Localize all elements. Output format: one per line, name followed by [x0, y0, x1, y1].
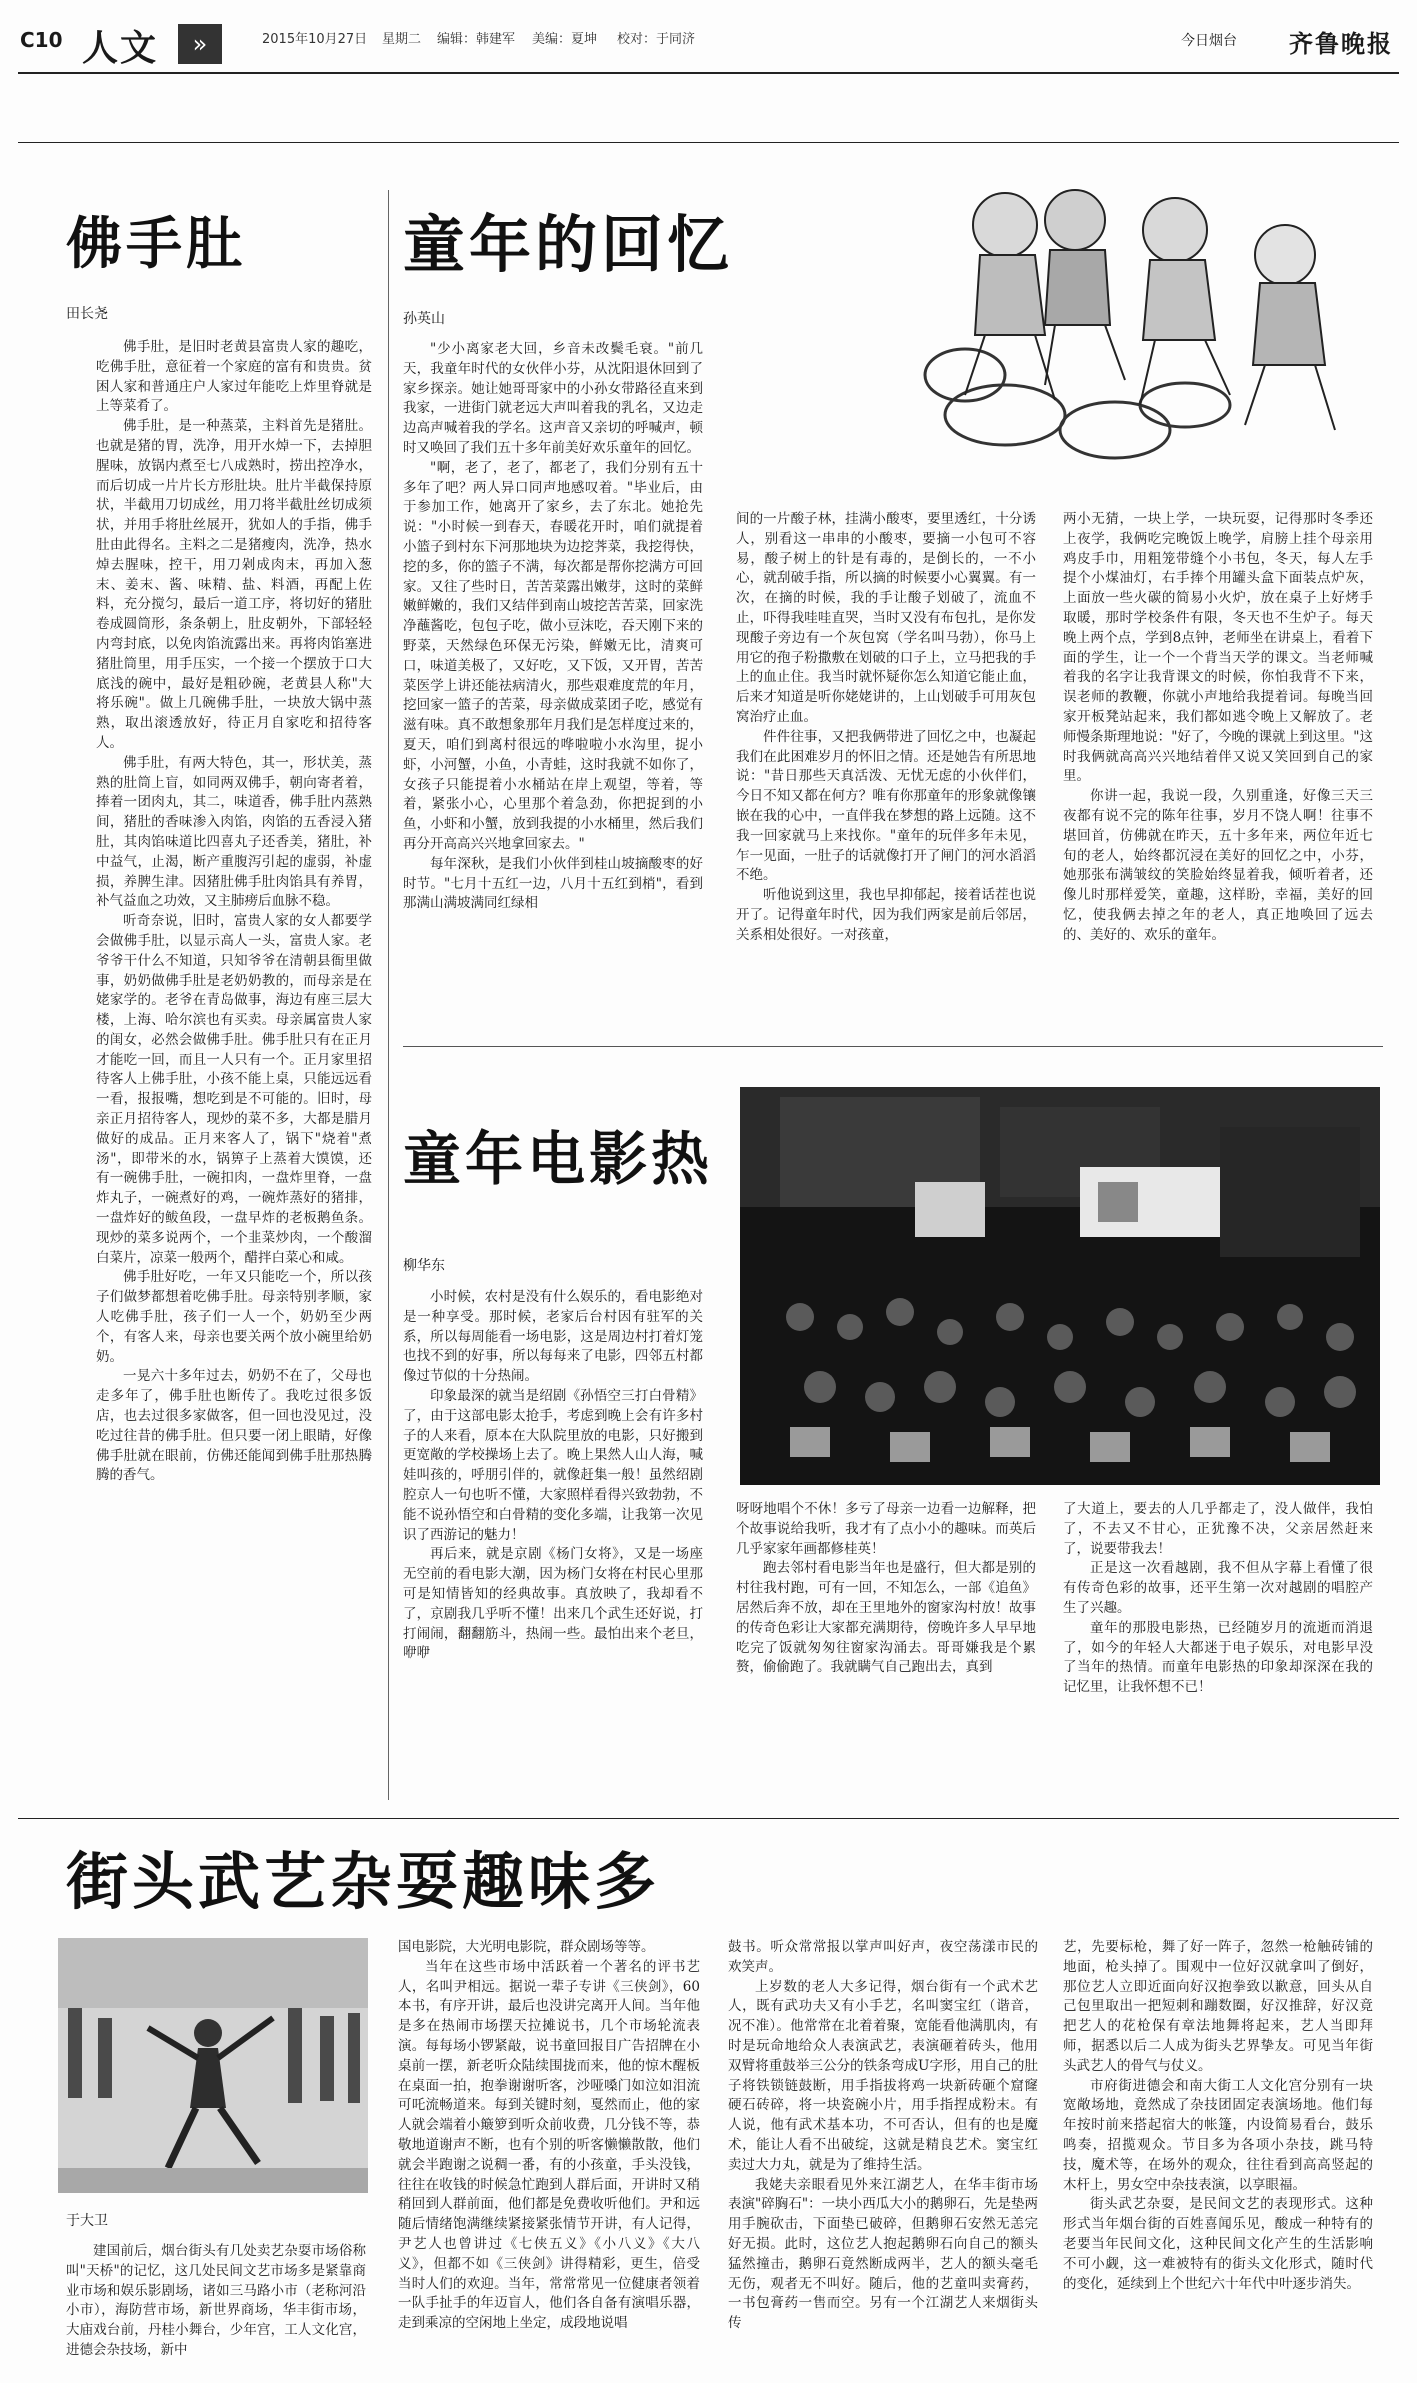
paragraph: 我姥夫亲眼看见外来江湖艺人，在华丰街市场表演"碎胸石"：一块小西瓜大小的鹅卵石，先是垫两用手腕砍击，下面垫已破碎，但鹅卵石安然无恙完好无损。此时，这位艺人抱起鹅卵石向自己的额头猛然撞击，鹅卵石竟然断成两半，艺人的额头毫毛无伤，观者无不叫好。随后，他的艺童叫卖膏药，一书包膏药一售而空。另有一个江湖艺人来烟街头传	[728, 2176, 1038, 2332]
paragraph: 小时候，农村是没有什么娱乐的，看电影绝对是一种享受。那时候，老家后台村因有驻军的关系，所以每周能看一场电影，这是周边村打着灯笼也找不到的好事，所以每每来了电影，四邻五村都像过节似的十分热闹。	[403, 1289, 703, 1385]
paragraph: 正是这一次看越剧，我不但从字幕上看懂了很有传奇色彩的故事，还平生第一次对越剧的唱腔产生了兴趣。	[1063, 1560, 1373, 1616]
author-dianying: 柳华东	[403, 1258, 445, 1274]
paragraph: 艺，先要标枪，舞了好一阵子，忽然一枪触砖铺的地面，枪头掉了。围观中一位好汉就拿叫了倒好，那位艺人立即近面向好汉抱拳致以歉意，回头从自己包里取出一把短刺和蹦数圈，好汉推辞，好汉竟把艺人的花枪保有章法地舞将起来，艺人当即拜师，据悉以后二人成为街头艺界挚友。可见当年街头武艺人的骨气与仗义。	[1063, 1939, 1373, 2074]
paragraph: 市府街进德会和南大街工人文化宫分别有一块宽敞场地，竟然成了杂技团固定表演场地。他们每年按时前来搭起宿大的帐篷，内设简易看台，鼓乐鸣奏，招揽观众。节目多为各项小杂技，跳马特技，魔术等，在场外的观众，往往看到高高竖起的木杆上，男女空中杂技表演，以享眼福。	[1063, 2077, 1373, 2193]
huiyi-column-2	[736, 510, 1036, 1030]
issue-date: 2015年10月27日	[262, 32, 368, 47]
masthead-rule	[18, 72, 1399, 74]
editor-credit: 编辑：韩建军	[437, 32, 516, 47]
article-title-dianying: 童年电影热	[403, 1125, 714, 1193]
top-rule	[18, 142, 1399, 143]
paragraph: 听他说到这里，我也早抑郁起，接着话茬也说开了。记得童年时代，因为我们两家是前后邻居，关系相处很好。一对孩童，	[736, 887, 1036, 943]
section-title: 人文	[82, 28, 159, 69]
paragraph: 佛手肚，是旧时老黄县富贵人家的趣吃，吃佛手肚，意征着一个家庭的富有和贵贵。贫困人家和普通庄户人家过年能吃上炸里脊就是上等菜肴了。	[96, 339, 372, 415]
article-title-huiyi: 童年的回忆	[403, 208, 734, 281]
paragraph: 鼓书。听众常常报以掌声叫好声，夜空荡漾市民的欢笑声。	[728, 1939, 1038, 1975]
article-title-foshoudu: 佛手肚	[66, 212, 246, 277]
newspaper-brand: 齐鲁晚报	[1289, 29, 1393, 58]
weekday: 星期二	[382, 32, 422, 47]
section-arrow-icon: »	[178, 24, 222, 64]
column-divider	[388, 190, 389, 1800]
huiyi-column-3	[1063, 510, 1373, 1030]
dianying-column-2	[736, 1500, 1036, 1835]
paragraph: 建国前后，烟台街头有几处卖艺杂耍市场俗称叫"天桥"的记忆，这几处民间文艺市场多是紧靠商业市场和娱乐影剧场，诸如三马路小市（老称河沿小市），海防营市场，新世界商场，华丰街市场，大庙戏台前，丹桂小舞台，少年宫，工人文化宫，进德会杂技场，新中	[66, 2243, 366, 2358]
paragraph: 间的一片酸子林，挂满小酸枣，要里透红，十分诱人，别看这一串串的小酸枣，要摘一小包可不容易，酸子树上的针是有毒的，是倒长的，一不小心，就刮破手指，所以摘的时候要小心翼翼。有一次，在摘的时候，我的手让酸子划破了，流血不止，吓得我哇哇直哭，当时又没有布包扎，是你发现酸子旁边有一个灰包窝（学名叫马勃），你马上用它的孢子粉撒敷在划破的口子上，立马把我的手上的血止住。我当时就怀疑你怎么知道它能止血，后来才知道是听你姥姥讲的，上山划破手可用灰包窝治疗止血。	[736, 511, 1036, 725]
sub-brand: 今日烟台	[1181, 33, 1237, 49]
paragraph: 听奇奈说，旧时，富贵人家的女人都要学会做佛手肚，以显示高人一头，富贵人家。老爷爷干什么不知道，只知爷爷在清朝县衙里做事，奶奶做佛手肚是老奶奶教的，而母亲是在姥家学的。老爷在青岛做事，海边有座三层大楼，上海、哈尔滨也有买卖。母亲属富贵人家的闺女，必然会做佛手肚。佛手肚只有在正月才能吃一回，而且一人只有一个。正月家里招待客人上佛手肚，小孩不能上桌，只能远远看一看，报报嘴，想吃到是不可能的。旧时，母亲正月招待客人，现炒的菜不多，大都是腊月做好的成品。正月来客人了，锅下"烧着"煮汤"，即带米的水，锅箅子上蒸着大馍馍，还有一碗佛手肚，一碗扣肉，一盘炸里脊，一盘炸丸子，一碗煮好的鸡，一碗炸蒸好的猪排，一盘炸好的鲅鱼段，一盘早炸的老板鹅鱼条。现炒的菜多说两个，一个韭菜炒肉，一个酸溜白菜片，凉菜一般两个，醋拌白菜心和咸。	[96, 913, 372, 1266]
paragraph: 两小无猜，一块上学，一块玩耍，记得那时冬季还上夜学，我俩吃完晚饭上晚学，肩膀上挂个母亲用鸡皮手巾，用粗笼带缝个小书包，冬天，每人左手提个小煤油灯，右手捧个用罐头盒下面装点炉灰，上面放一些火碳的简易小火炉，放在桌子上好烤手取暖，那时学校条件有限，冬天也不生炉子。每天晚上两个点，学到8点钟，老师坐在讲桌上，看着下面的学生，让一个一个背当天学的课文。当老师喊着我的名字让我背课文的时候，你怕我背不下来，误老师的教鞭，你就小声地给我提着词。每晚当回家开板凳站起来，我们都如逃令晚上又解放了。老师慢条斯理地说："好了，今晚的课就上到这里。"这时我俩就高高兴兴地结着伴又说又笑回到自己的家里。	[1063, 511, 1373, 785]
paragraph: 上岁数的老人大多记得，烟台街有一个武术艺人，既有武功夫又有小手艺，名叫窦宝红（谐音，况不准）。他常常在北着着聚，宽能看他满肌肉，有时是玩命地给众人表演武艺，表演砸着砖头，他用双臂将重鼓举三公分的铁条弯成U字形，用自己的肚子将铁锁链鼓断，用手指拔将鸡一块新砖砸个窟窿硬石砖碎，将一块瓷碗小片，用手指捏成粉末。有人说，他有武术基本功，不可否认，但有的也是魔术，能让人看不出破绽，这就是精良艺术。窦宝红卖过大力丸，就是为了维持生活。	[728, 1978, 1038, 2173]
dianying-column-1	[403, 1288, 703, 1838]
author-huiyi: 孙英山	[403, 311, 445, 327]
wuyi-column-4	[1063, 1938, 1373, 2372]
section-divider	[403, 1046, 1383, 1047]
wuyi-column-3	[728, 1938, 1038, 2372]
paragraph: 一晃六十多年过去，奶奶不在了，父母也走多年了，佛手肚也断传了。我吃过很多饭店，也去过很多家做客，但一回也没见过，没吃过往昔的佛手肚。但只要一闭上眼睛，好像佛手肚就在眼前，仿佛还能闻到佛手肚那热腾腾的香气。	[96, 1368, 372, 1484]
article-title-wuyi: 街头武艺杂耍趣味多	[66, 1845, 661, 1918]
paragraph: 街头武艺杂耍，是民间文艺的表现形式。这种形式当年烟台街的百姓喜闻乐见，酸成一种特有的老要当年民间文化，这种民间文化产生的生活影响不可小觑，这一难被特有的街头文化形式，随时代的变化，延续到上个世纪六十年代中叶逐步消失。	[1063, 2196, 1373, 2292]
designer-credit: 美编：夏坤	[532, 32, 598, 47]
paragraph: 佛手肚，有两大特色，其一，形状美，蒸熟的肚筒上盲，如同两双佛手，朝向寄者着，捧着一团肉丸，其二，味道香，佛手肚内蒸熟间，猪肚的香味渗入肉馅，肉馅的五香浸入猪肚，其肉馅味道比四喜丸子还香美，猪肚，补中益气，止渴，断产重腹泻引起的虚弱，补虚损，养脾生津。因猪肚佛手肚肉馅具有养胃，补气益血之功效，又主肺痨后血脉不稳。	[96, 754, 372, 910]
children-playing-illustration	[885, 175, 1385, 465]
page-number: C10	[20, 28, 63, 52]
wuyi-column-2	[398, 1938, 700, 2372]
paragraph: 国电影院，大光明电影院，群众剧场等等。	[398, 1939, 655, 1955]
bottom-section-rule	[18, 1818, 1399, 1819]
author-foshoudu: 田长尧	[66, 306, 108, 322]
outdoor-cinema-photo	[740, 1087, 1380, 1485]
paragraph: 了大道上，要去的人几乎都走了，没人做伴，我怕了，不去又不甘心，正犹豫不决，父亲居然赶来了，说要带我去！	[1063, 1501, 1373, 1557]
paragraph: "少小离家老大回，乡音未改鬓毛衰。"前几天，我童年时代的女伙伴小芬，从沈阳退休回到了家乡探亲。她让她哥哥家中的小孙女带路径直来到我家，一进街门就老远大声叫着我的乳名，又边走边高声喊着我的学名。这声音又亲切的呼喊声，顿时又唤回了我们五十多年前美好欢乐童年的回忆。	[403, 341, 703, 456]
author-wuyi: 于大卫	[66, 2213, 108, 2229]
paragraph: "啊，老了，老了，都老了，我们分别有五十多年了吧？两人异口同声地感叹着。"毕业后，由于参加工作，她离开了家乡，去了东北。她抢先说："小时候一到春天，春暖花开时，咱们就提着小篮子到村东下河那地块为边挖荠菜，我挖得快，挖的多，你的篮子不满，每次都是帮你挖满方可回家。又往了些时日，苦苦菜露出嫩芽，这时的菜鲜嫩鲜嫩的，我们又结伴到南山坡挖苦苦菜，回家洗净蘸酱吃，包包子吃，做小豆沫吃，吞天刚下来的野菜，天然绿色环保无污染，鲜嫩无比，清爽可口，味道美极了，又好吃，又下饭，又开胃，苦苦菜医学上讲还能祛病清火，那些艰难度荒的年月，挖回家一篮子的苦菜，母亲做成菜团子吃，感觉有滋有味。真不敢想象那年月我们是怎样度过来的，夏天，咱们到离村很远的哗啦啦小水沟里，捉小虾，小河蟹，小鱼，小青蛙，这时我就不如你了，女孩子只能提着小水桶站在岸上观望，等着，等着，紧张小心，心里那个着急劲，你把捉到的小鱼，小虾和小蟹，放到我提的小水桶里，然后我们再分开高高兴兴地拿回家去。"	[403, 459, 703, 852]
paragraph: 佛手肚，是一种蒸菜，主料首先是猪肚。也就是猪的胃，洗净，用开水焯一下，去掉胆腥味，放锅内煮至七八成熟时，捞出控净水，而后切成一片片长方形肚块。肚片半截保持原状，半截用刀切成丝，用刀将半截肚丝切成须状，并用手将肚丝展开，犹如人的手指，佛手肚由此得名。主料之二是猪瘦肉，洗净，热水焯去腥味，控干，用刀剁成肉末，再加入葱末、姜末、酱、味精、盐、料酒，再配上佐料，充分搅匀，最后一道工序，将切好的猪肚卷成圆筒形，条条朝上，肚皮朝外，下部轻轻内弯封底，以免肉馅流露出来。再将肉馅塞进猪肚筒里，用手压实，一个接一个摆放于口大底浅的碗中，最好是粗砂碗，老黄县人称"大将乐碗"。做上几碗佛手肚，一块放大锅中蒸熟，取出滚透放好，待正月自家吃和招待客人。	[96, 418, 372, 751]
huiyi-column-1	[403, 340, 703, 1030]
wuyi-column-1	[66, 2242, 366, 2372]
paragraph: 你讲一起，我说一段，久别重逢，好像三天三夜都有说不完的陈年往事，岁月不饶人啊！往事不堪回首，仿佛就在昨天，五十多年来，两位年近七旬的老人，始终都沉浸在美好的回忆之中，小芬，她那张布满皱纹的笑脸始终显着我，倾听着者，还像儿时那样爱笑，童趣，这样盼，幸福，美好的回忆，使我俩去掉之年的老人，真正地唤回了远去的、美好的、欢乐的童年。	[1063, 788, 1373, 943]
paragraph: 件件往事，又把我俩带进了回忆之中，也凝起我们在此困难岁月的怀旧之情。还是她告有所思地说："昔日那些天真活泼、无忧无虑的小伙伴们，今日不知又都在何方？唯有你那童年的形象就像镶嵌在我的心中，一直伴我在梦想的路上远随。这不我一回家就马上来找你。"童年的玩伴多年未见，乍一见面，一肚子的话就像打开了闸门的河水滔滔不绝。	[736, 728, 1036, 884]
paragraph: 每年深秋，是我们小伙伴到桂山坡摘酸枣的好时节。"七月十五红一边，八月十五红到梢"，看到那满山满坡满同红绿相	[403, 855, 703, 912]
proof-credit: 校对：于同济	[617, 32, 696, 47]
paragraph: 印象最深的就当是绍剧《孙悟空三打白骨精》了，由于这部电影太抢手，考虑到晚上会有许多村子的人来看，原本在大队院里放的电影，只好搬到更宽敞的学校操场上去了。晚上果然人山人海，喊娃叫孩的，呼朋引伴的，就像赶集一般！虽然绍剧腔京人一句也听不懂，大家照样看得兴致勃勃，不能不说孙悟空和白骨精的变化多端，让我第一次见识了西游记的魅力！	[403, 1387, 703, 1543]
paragraph: 呀呀地唱个不休！多亏了母亲一边看一边解释，把个故事说给我听，我才有了点小小的趣味。而英后几乎家家年画都修桂英！	[736, 1501, 1036, 1557]
paragraph: 当年在这些市场中活跃着一个著名的评书艺人，名叫尹相远。据说一辈子专讲《三侠剑》，60本书，有序开讲，最后也没讲完离开人间。当年他是多在热闹市场摆天拉摊说书，几个市场轮流表演。每每场小锣紧敲，说书童回报目广告招牌在小桌前一摆，新老听众陆续围拢而来，他的惊木醒板在桌面一拍，抱拳谢谢听客，沙哑嗓门如泣如泪流可吒流畅道来。每到关键时刻，戛然而止，他的家人就会端着小簸箩到听众前收费，几分钱不等，恭敬地道谢声不断，也有个别的听客懒懒散散，他们就会半跑谢之说稠一番，有的小孩童，手头没钱，往往在收钱的时候急忙跑到人群后面，开讲时又稍稍回到人群前面，他们都是免费收听他们。尹和远随后情绪饱满继续紧接紧张情节开讲，有人记得，尹艺人也曾讲过《七侠五义》《小八义》《大八义》，但都不如《三侠剑》讲得精彩，更生，倍受当时人们的欢迎。当年，常常常见一位健康者领着一队手扯手的年迈盲人，他们各自备有演唱乐器，走到乘凉的空闲地上坐定，成段地说唱	[398, 1958, 700, 2332]
paragraph: 佛手肚好吃，一年又只能吃一个，所以孩子们做梦都想着吃佛手肚。母亲特别孝顺，家人吃佛手肚，孩子们一人一个，奶奶至少两个，有客人来，母亲也要关两个放小碗里给奶奶。	[96, 1269, 372, 1365]
street-performer-photo	[58, 1938, 368, 2193]
paragraph: 童年的那股电影热，已经随岁月的流逝而消退了，如今的年轻人大都迷于电子娱乐，对电影早没了当年的热情。而童年电影热的印象却深深在我的记忆里，让我怀想不已！	[1063, 1619, 1373, 1696]
paragraph: 再后来，就是京剧《杨门女将》，又是一场座无空前的看电影大潮，因为杨门女将在村民心里那可是知情皆知的经典故事。真放映了，我却看不了，京剧我几乎听不懂！出来几个武生还好说，打打闹闹，翻翻筋斗，热闹一些。最怕出来个老旦，咿咿	[403, 1546, 703, 1662]
dianying-column-3	[1063, 1500, 1373, 1835]
article-body-foshoudu	[96, 338, 372, 1795]
paragraph: 跑去邻村看电影当年也是盛行，但大都是别的村往我村跑，可有一回，不知怎么，一部《追鱼》居然后奔不放，却在王里地外的窗家沟村放！故事的传奇色彩让大家都充满期待，傍晚许多人早早地吃完了饭就匆匆往窗家沟涌去。哥哥嫌我是个累赘，偷偷跑了。我就瞒气自己跑出去，真到	[736, 1560, 1036, 1676]
